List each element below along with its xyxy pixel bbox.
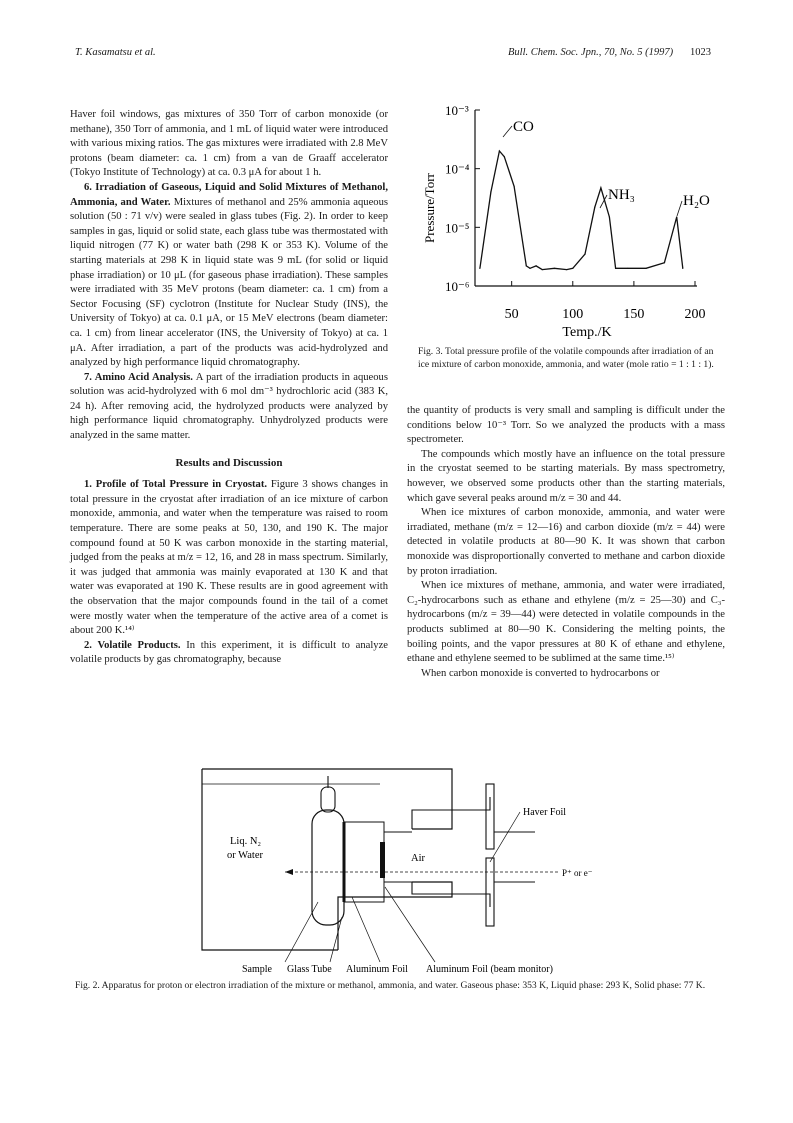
annotation-h2o-leader [677,201,682,216]
result-1-title: 1. Profile of Total Pressure in Cryostat. [84,479,268,491]
glass-tube [312,810,344,925]
section-6-title: 6. Irradiation of Gaseous, Liquid and Solid Mixtures of Methanol, Ammonia, and Water. [70,181,388,208]
data-point [490,191,491,192]
y-tick-label: 10⁻⁴ [445,161,470,177]
data-point [536,265,537,266]
paragraph-co-ice: When ice mixtures of carbon monoxide, ammonia, and water were irradiated, methane (m/z = 12—16) and carbon dioxide (m/z = 44) were detected in volatile products at 80—90 K. It was shown that carbon monoxide was disproportionally converted to methane and carbon dioxide by proton irradiation. [407,507,725,577]
x-tick-label: 50 [504,307,519,322]
paragraph-conversion: When carbon monoxide is converted to hydrocarbons or [421,667,660,679]
figure-2-caption: Fig. 2. Apparatus for proton or electron irradiation of the mixture or methanol, ammonia, and water. Gaseous phase: 353 K, Liquid phase: 293 K, Solid phase: 77 K. [75,980,706,991]
data-point [615,268,616,269]
paragraph-compounds: The compounds which mostly have an influence on the total pressure in the cryostat seemed to be starting materials. By mass spectrometry, however, we observed some products other than the starting materials, which gave several peaks around m/z = 30 and 44. [407,448,725,504]
label-liq-n2: Liq. N₂ [230,836,262,847]
beam-monitor-leader [385,887,435,962]
data-point [529,268,530,269]
annotation-co: CO [513,119,534,135]
label-or-water: or Water [227,850,263,861]
annotation-h2o: H₂O [683,193,710,209]
data-point [504,156,505,157]
result-1-text: Figure 3 shows changes in total pressure in the cryostat after irradiation of an ice mixture of carbon monoxide, ammonia, and water when the temperature was raised to room temperature. There are some peaks at 50, 130, and 190 K. The major compound found at 50 K was carbon monoxide in the starting material, judged from the peaks at m/z = 12, 16, and 28 in mass spectrum. Similarly, it was judged that ammonia was mainly evaporated at 130 K and that water was evaporated at 190 K. These results are in good agreement with the observation that the major compounds found in the tail of a comet were mostly water when the temperature of the active area of a comet is about 200 K.¹⁴⁾ [70,479,388,637]
page-number: 1023 [690,47,711,58]
data-point [526,265,527,266]
data-point [676,216,677,217]
beam-arrow-icon [285,869,293,875]
label-haver-foil: Haver Foil [523,807,567,818]
data-point [572,268,573,269]
left-column [70,108,388,668]
result-2-text: In this experiment, it is difficult to analyze volatile products by gas chromatography, because [70,639,388,666]
figure-3-chart [415,98,720,343]
beam-pipe [412,797,490,907]
data-point [499,150,500,151]
data-point [554,268,555,269]
data-point [664,262,665,263]
figure-2-apparatus [190,762,620,977]
running-header-authors: T. Kasamatsu et al. [75,47,156,58]
annotation-nh3: NH₃ [608,187,635,203]
x-tick-label: 100 [562,307,584,322]
data-point [566,269,567,270]
y-tick-label: 10⁻⁶ [445,279,470,294]
x-tick-labels [505,281,706,322]
y-axis-label: Pressure/Torr [422,173,437,243]
x-tick-label: 150 [623,307,645,322]
x-tick-label: 200 [684,307,706,322]
data-point [479,268,480,269]
data-point [514,186,515,187]
section-7-title: 7. Amino Acid Analysis. [84,371,193,383]
result-2 [70,639,388,668]
label-sample: Sample [242,964,272,975]
aluminum-foil-leader [352,897,380,962]
pressure-series-line [480,151,683,270]
data-point [646,268,647,269]
results-heading: Results and Discussion [175,456,283,469]
data-point [682,268,683,269]
label-glass-tube: Glass Tube [287,964,332,975]
cryostat-bottom-wall [338,882,452,950]
running-header-journal: Bull. Chem. Soc. Jpn., 70, No. 5 (1997) [508,47,674,58]
section-6 [70,181,388,371]
paragraph-methane-ice: When ice mixtures of methane, ammonia, and water were irradiated, C₂-hydrocarbons such as ethane and ethylene (m/z = 25—30) and C₃-hydrocarbons (m/z = 39—44) were detected in volatile compounds in the products sublimed at 80—90 K. Considering the melting points, the boiling points, and the vapor pressures at 80 K of ethane and ethylene, ethane and ethylene seemed to be sublimed at the same time.¹⁵⁾ [407,580,725,665]
flange-upper [486,784,494,849]
figure-3-caption: Fig. 3. Total pressure profile of the volatile compounds after irradiation of an ice mixture of carbon monoxide, ammonia, and water (mole ratio = 1 : 1 : 1). [418,346,714,370]
y-tick-label: 10⁻³ [445,103,469,118]
label-beam-monitor: Aluminum Foil (beam monitor) [426,964,553,975]
section-7-text: A part of the irradiation products in aqueous solution was acid-hydrolyzed with 6 mol dm⁻³ hydrochloric acid (383 K, 24 h). After removing acid, the hydrolyzed products were analyzed by high performance liquid chromatography. Unhydrolyzed products were analyzed in the same matter. [70,371,388,442]
glass-tube-neck [321,787,335,812]
paragraph-quantity: the quantity of products is very small and sampling is difficult under the conditions below 10⁻³ Torr. So we analyzed the products with a mass spectrometer. [407,405,725,446]
window-flange [380,842,385,878]
data-point [594,207,595,208]
label-aluminum-foil: Aluminum Foil [346,964,408,975]
section-7 [70,371,388,444]
data-point [609,216,610,217]
x-axis-label: Temp./K [562,325,612,340]
paragraph-haver-foil: Haver foil windows, gas mixtures of 350 Torr of carbon monoxide (or methane), 350 Torr of ammonia, and 1 mL of liquid water were introduced with various mixing ratios. The gas mixtures were irradiated with 2.8 MeV protons (beam diameter: ca. 1 cm) from a van de Graaff accelerator (Tokyo Institute of Technology) at ca. 0.3 μA for about 1 h. [70,109,388,179]
flange-lower [486,858,494,926]
sample-leader [285,902,318,962]
result-2-title: 2. Volatile Products. [84,639,181,651]
result-1 [70,478,388,639]
sample-holder [344,822,384,902]
label-air: Air [411,853,425,864]
data-point [627,268,628,269]
data-point [600,187,601,188]
right-column [407,404,725,681]
data-point [542,269,543,270]
cryostat-top-wall [202,769,452,829]
annotation-co-leader [503,126,512,137]
pressure-series-points [479,150,683,270]
section-6-text: Mixtures of methanol and 25% ammonia aqueous solution (50 : 71 v/v) were sealed in glass tubes (Fig. 2). In order to keep samples in gas, liquid or solid state, each glass tube was thermostated with liquid nitrogen (77 K) or water bath (298 K or 353 K). Volume of the starting materials at 298 K in liquid state was 9 mL (for solid or liquid phase irradiation) or 10 μL (for gaseous phase irradiation). These samples were irradiated with 35 MeV protons (beam diameter: ca. 1 cm) from a Sector Focusing (SF) cyclotron (Institute for Nuclear Study (INS), the University of Tokyo) at ca. 0.1 μA, or 15 MeV electrons (beam diameter: ca. 1 cm) from linear accelerator (INS, the University of Tokyo) at ca. 1 μA. After irradiation, a part of the products was acid-hydrolyzed and analyzed by high performance liquid chromatography. [70,196,388,369]
label-beam: P⁺ or e⁻ [562,868,593,878]
data-point [584,253,585,254]
y-tick-label: 10⁻⁵ [445,220,470,236]
